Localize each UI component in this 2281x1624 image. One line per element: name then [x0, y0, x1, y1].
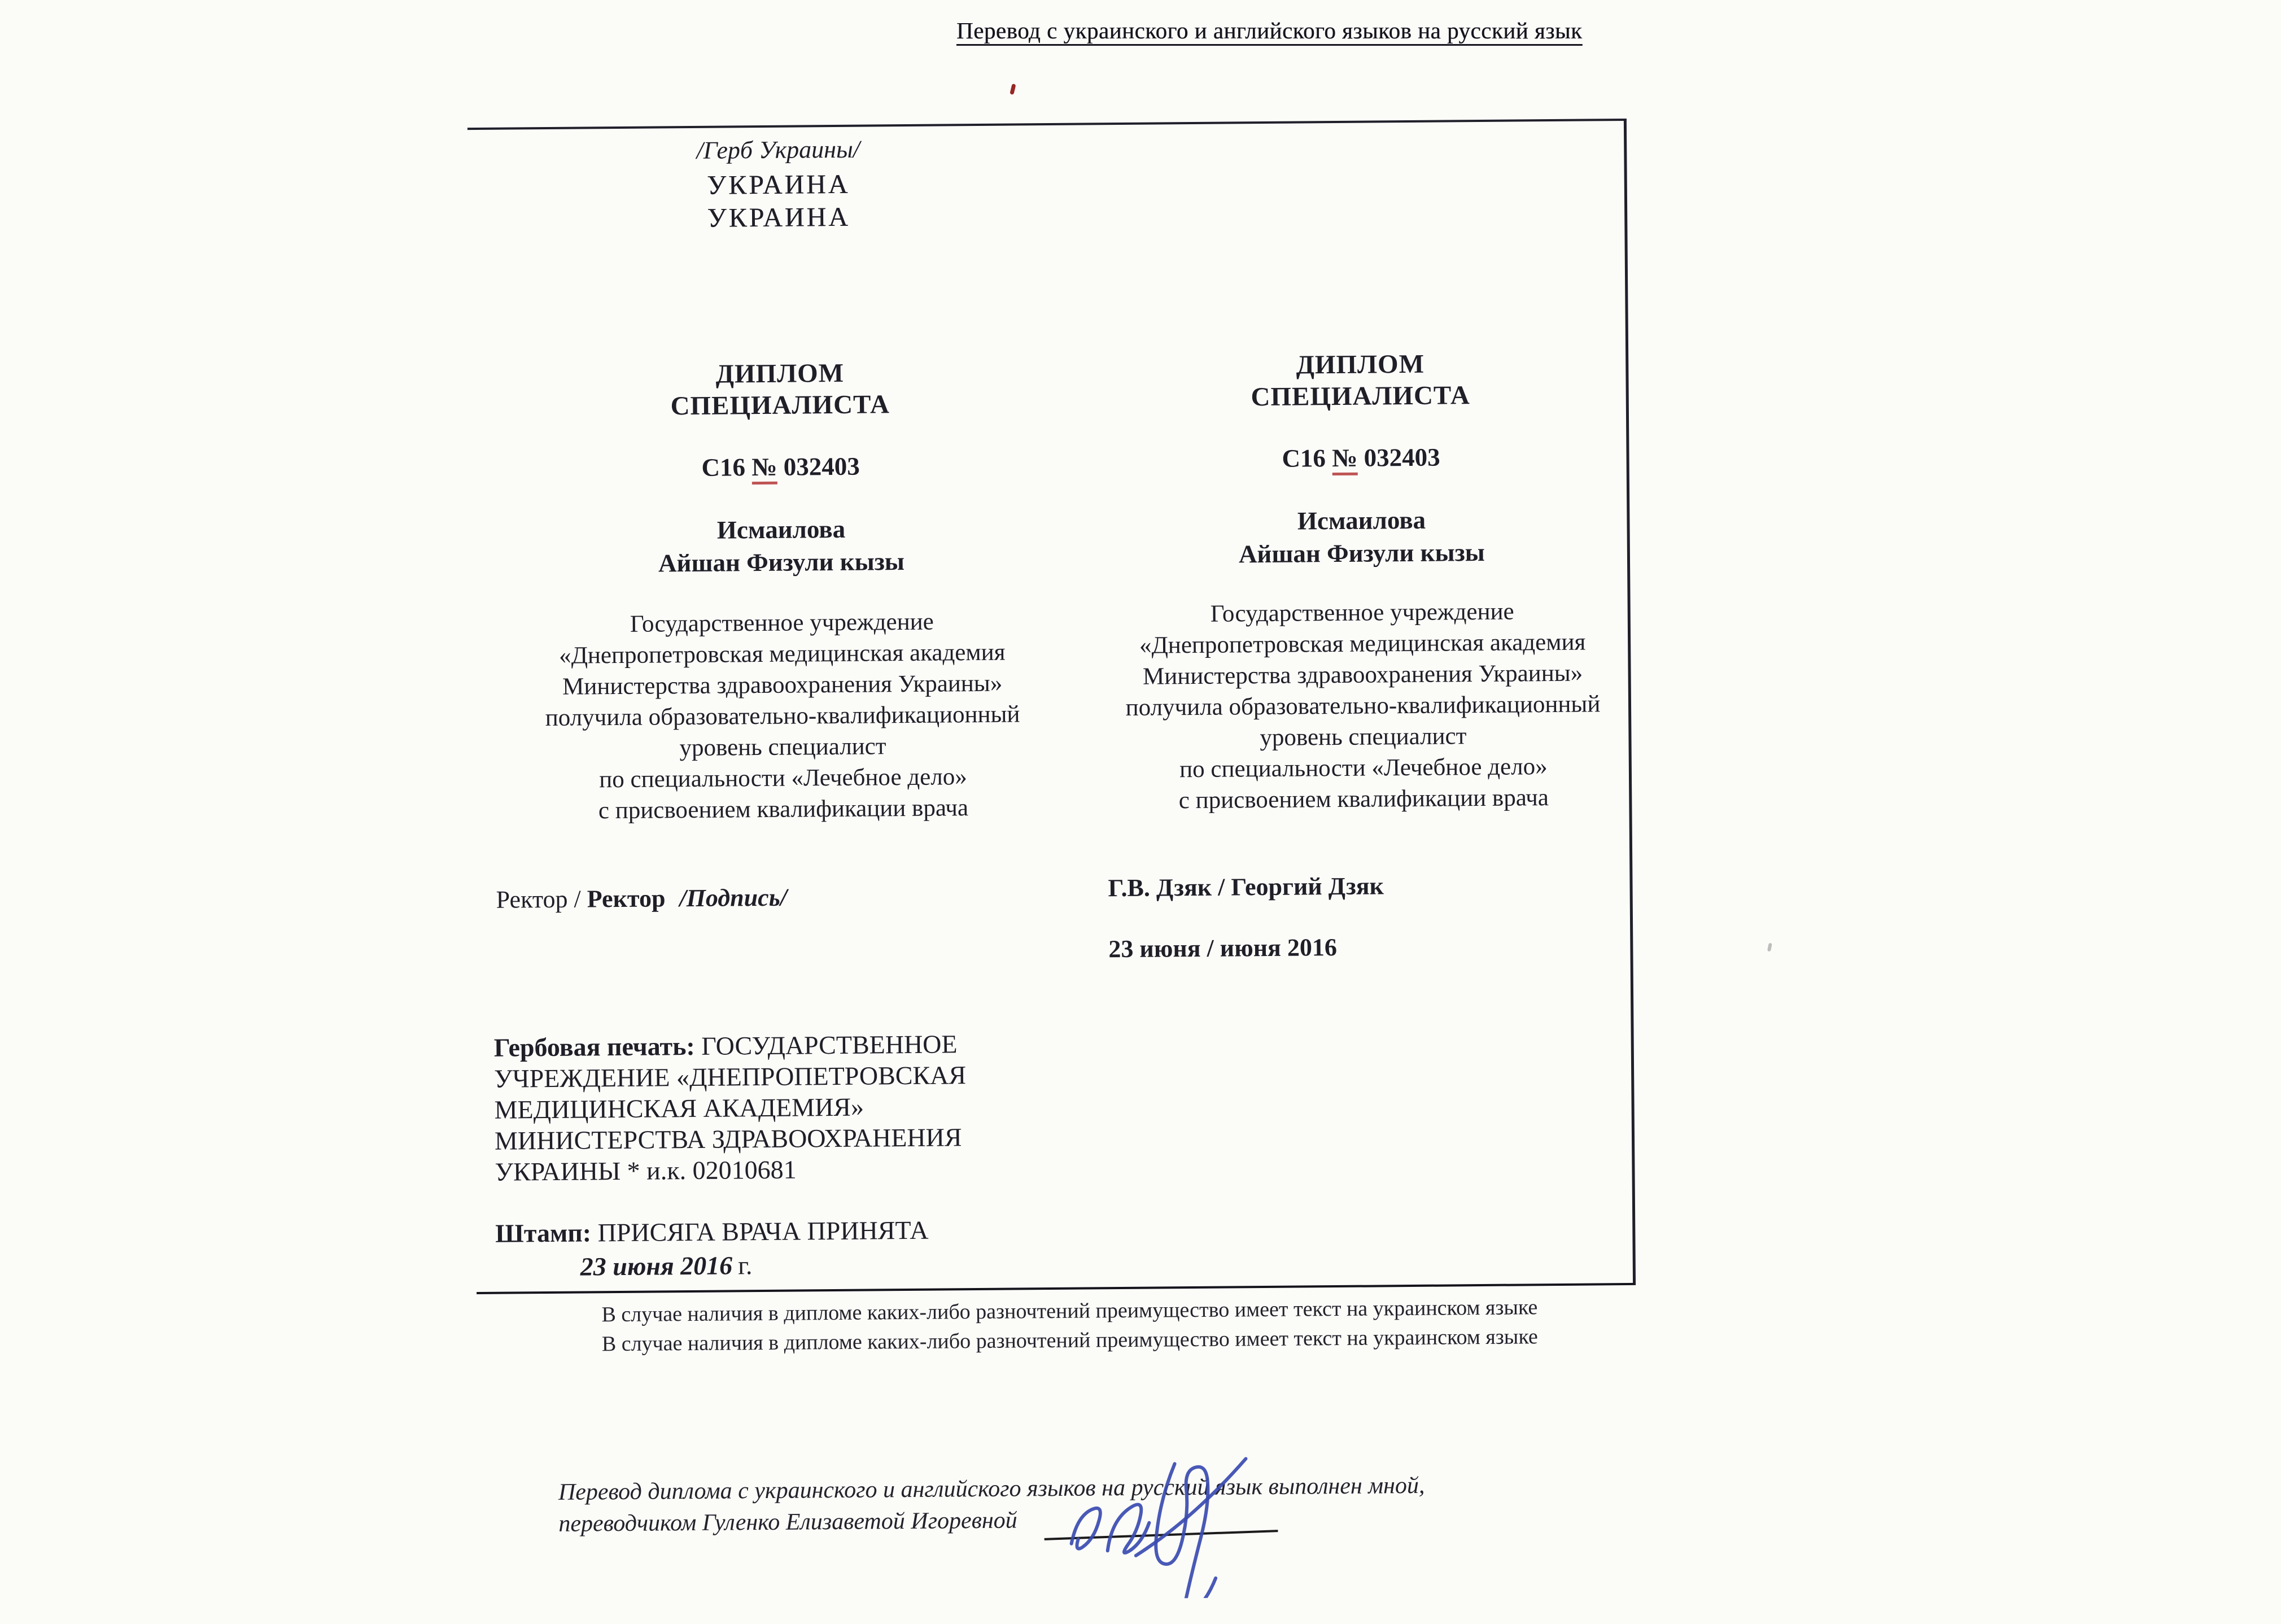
scan-artifact-red-speck	[1010, 84, 1016, 95]
signature-placeholder-note: /Подпись/	[679, 883, 788, 913]
body-line: с присвоением квалификации врача	[598, 794, 969, 824]
country-name-line2: УКРАИНА	[707, 202, 851, 233]
holder-given-names: Айшан Физули кызы	[1238, 538, 1485, 569]
coat-of-arms-note: /Герб Украины/	[696, 135, 860, 164]
diploma-series: С16	[1282, 444, 1326, 473]
diploma-series: С16	[701, 453, 746, 482]
rector-role: Ректор	[496, 885, 568, 914]
body-line: Министерства здравоохранения Украины»	[1142, 660, 1583, 690]
number-sign: №	[1332, 444, 1358, 475]
stamp-transcription	[495, 1215, 929, 1248]
official-seal-transcription	[494, 1026, 1263, 1188]
body-line: уровень специалист	[1260, 723, 1467, 752]
holder-name-right	[1107, 502, 1616, 571]
diploma-title-line1: ДИПЛОМ	[715, 358, 845, 389]
body-line: уровень специалист	[679, 733, 886, 762]
rector-role-translated: Ректор	[587, 884, 666, 913]
stamp-label: Штамп:	[495, 1218, 592, 1248]
body-line: получила образовательно-квалификационный	[1125, 691, 1601, 721]
body-line: с присвоением квалификации врача	[1178, 784, 1549, 814]
holder-given-names: Айшан Физули кызы	[658, 547, 905, 578]
stamp-date: 23 июня 2016	[580, 1251, 733, 1281]
diploma-title-left	[526, 356, 1034, 423]
language-priority-disclaimer-1: В случае наличия в дипломе каких-либо разночтений преимущество имеет текст на украинском языке	[601, 1295, 1538, 1327]
diploma-title-line2: СПЕЦИАЛИСТА	[1251, 381, 1471, 412]
diploma-title-right	[1106, 347, 1615, 414]
diploma-body-right	[1108, 595, 1618, 817]
translator-statement-line1: Перевод диплома с украинского и английского языков на русский язык выполнен мной,	[558, 1472, 1425, 1505]
seal-line: Гербовая печать: ГОСУДАРСТВЕННОЕ	[493, 1029, 958, 1062]
scan-artifact-gray-speck	[1767, 943, 1772, 952]
diploma-body-left	[528, 605, 1038, 827]
holder-surname: Исмаилова	[1297, 505, 1426, 535]
body-line: по специальности «Лечебное дело»	[599, 763, 967, 793]
diploma-number-left	[526, 450, 1034, 483]
seal-label: Гербовая печать:	[493, 1031, 695, 1062]
translator-handwritten-signature	[1051, 1434, 1301, 1599]
seal-line: МИНИСТЕРСТВА ЗДРАВООХРАНЕНИЯ	[494, 1123, 962, 1155]
stamp-date-line	[580, 1250, 753, 1281]
translator-statement-line2: переводчиком Гуленко Елизаветой Игоревной	[558, 1507, 1017, 1537]
diploma-title-line2: СПЕЦИАЛИСТА	[670, 390, 890, 421]
body-line: Государственное учреждение	[1210, 598, 1514, 627]
body-line: Министерства здравоохранения Украины»	[562, 670, 1003, 700]
language-priority-disclaimer-2: В случае наличия в дипломе каких-либо разночтений преимущество имеет текст на украинском языке	[601, 1325, 1538, 1356]
holder-surname: Исмаилова	[716, 514, 846, 544]
diploma-number-right	[1107, 441, 1615, 474]
body-line: «Днепропетровская медицинская академия	[1139, 628, 1586, 659]
body-line: получила образовательно-квалификационный	[545, 701, 1020, 732]
role-separator: /	[567, 885, 587, 913]
country-name-line1: УКРАИНА	[706, 169, 850, 200]
holder-name-left	[527, 511, 1035, 580]
diploma-date-line: 23 июня / июня 2016	[1108, 933, 1338, 963]
stamp-date-suffix: г.	[737, 1251, 753, 1280]
body-line: «Днепропетровская медицинская академия	[558, 639, 1006, 669]
seal-line: МЕДИЦИНСКАЯ АКАДЕМИЯ»	[494, 1092, 864, 1124]
body-line: Государственное учреждение	[630, 608, 934, 638]
diploma-number-value: 032403	[1364, 443, 1440, 472]
body-line: по специальности «Лечебное дело»	[1179, 753, 1548, 783]
stamp-text: ПРИСЯГА ВРАЧА ПРИНЯТА	[597, 1215, 929, 1247]
seal-line: УЧРЕЖДЕНИЕ «ДНЕПРОПЕТРОВСКАЯ	[493, 1060, 967, 1093]
signatory-name-line: Г.В. Дзяк / Георгий Дзяк	[1108, 872, 1384, 902]
rector-signature-line	[496, 883, 787, 914]
number-sign: №	[751, 453, 777, 484]
diploma-title-line1: ДИПЛОМ	[1296, 349, 1425, 380]
diploma-number-value: 032403	[783, 452, 860, 481]
seal-line: УКРАИНЫ * и.к. 02010681	[495, 1155, 797, 1186]
translation-direction-header: Перевод с украинского и английского языков на русский язык	[956, 18, 1583, 43]
